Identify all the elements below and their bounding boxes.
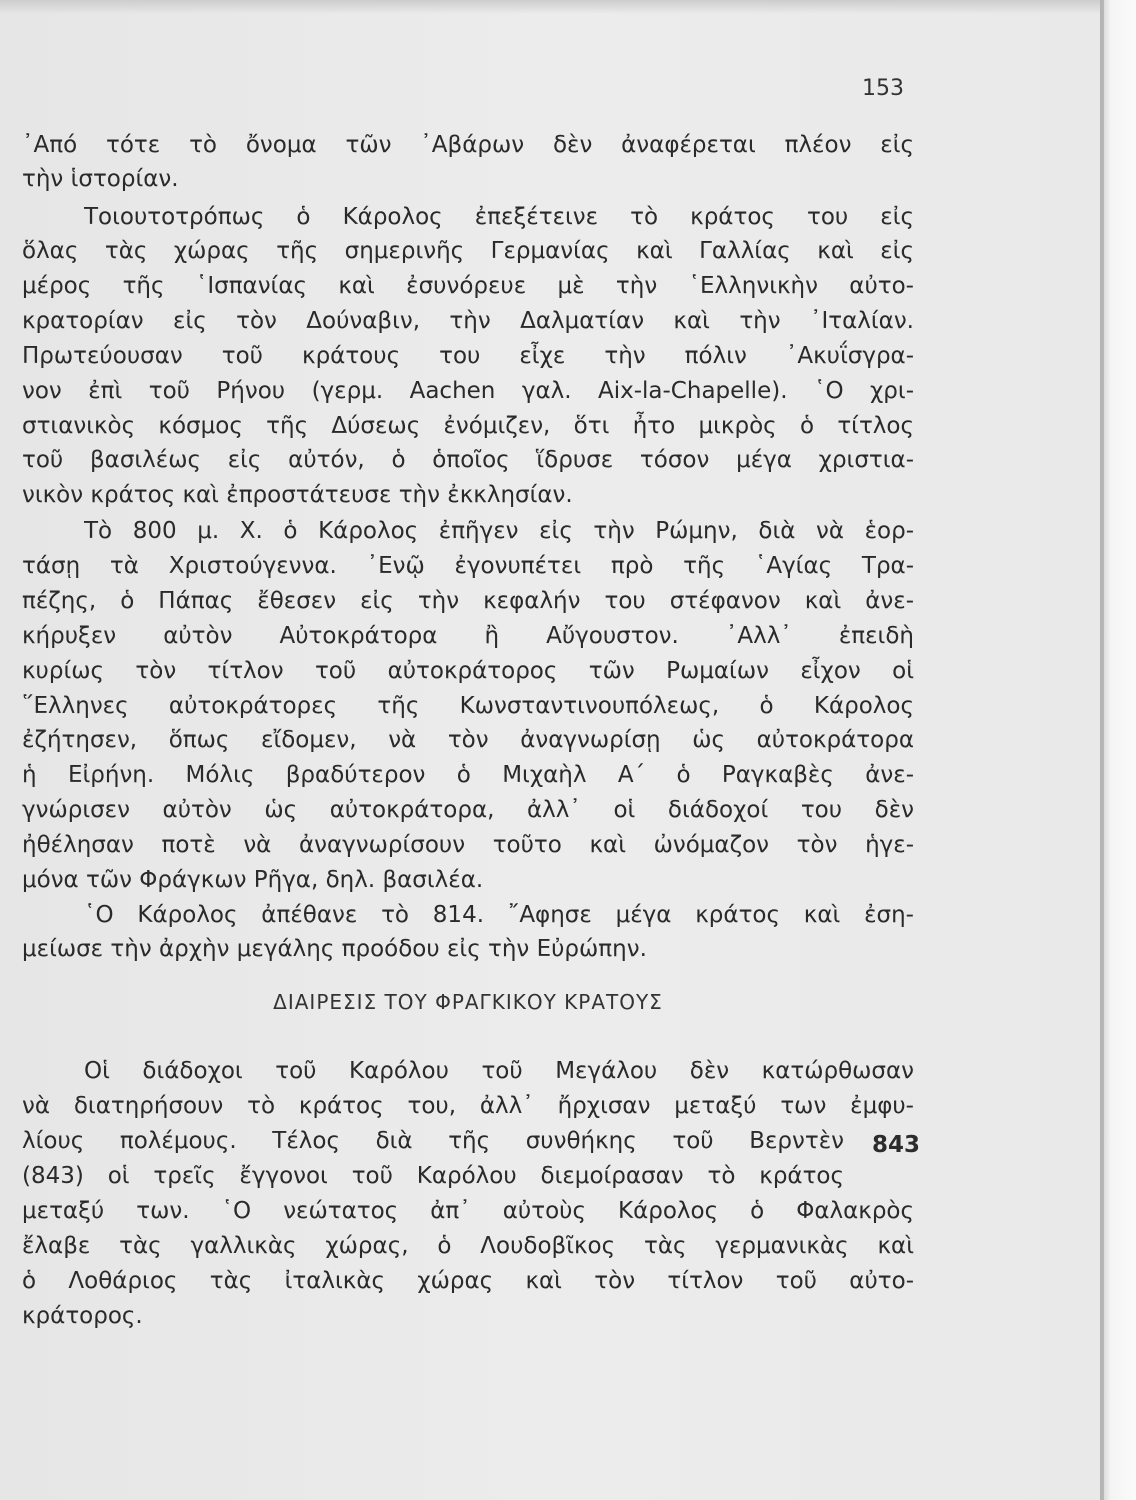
text-line: Οἱ διάδοχοι τοῦ Καρόλου τοῦ Μεγάλου δὲν κατώρθωσαν xyxy=(84,1058,914,1084)
text-line: μείωσε τὴν ἀρχὴν μεγάλης προόδου εἰς τὴν Εὐρώπην. xyxy=(22,936,647,962)
text-line: τάσῃ τὰ Χριστούγεννα. ᾿Ενῷ ἐγονυπέτει πρὸ τῆς ῾Αγίας Τρα- xyxy=(22,553,914,579)
text-line: μεταξύ των. ῾Ο νεώτατος ἀπ᾿ αὐτοὺς Κάρολος ὁ Φαλακρὸς xyxy=(22,1198,914,1224)
text-line: ῾Ο Κάρολος ἀπέθανε τὸ 814. ῎Αφησε μέγα κράτος καὶ ἐση- xyxy=(84,902,914,928)
text-line: γνώρισεν αὐτὸν ὡς αὐτοκράτορα, ἀλλ᾿ οἱ διάδοχοί του δὲν xyxy=(22,797,914,823)
page-number: 153 xyxy=(862,76,904,101)
text-line: τὴν ἱστορίαν. xyxy=(22,166,179,192)
text-line: κυρίως τὸν τίτλον τοῦ αὐτοκράτορος τῶν Ρωμαίων εἶχον οἱ xyxy=(22,658,914,684)
text-line: μέρος τῆς ῾Ισπανίας καὶ ἐσυνόρευε μὲ τὴν ῾Ελληνικὴν αὐτο- xyxy=(22,273,914,299)
page-edge xyxy=(1100,0,1136,1500)
text-line: ὁ Λοθάριος τὰς ἰταλικὰς χώρας καὶ τὸν τίτλον τοῦ αὐτο- xyxy=(22,1268,914,1294)
text-line: Τοιουτοτρόπως ὁ Κάρολος ἐπεξέτεινε τὸ κράτος του εἰς xyxy=(84,204,914,230)
text-line: ἡ Εἰρήνη. Μόλις βραδύτερον ὁ Μιχαὴλ Α΄ ὁ Ραγκαβὲς ἀνε- xyxy=(22,762,914,788)
text-line: στιανικὸς κόσμος τῆς Δύσεως ἐνόμιζεν, ὅτι ἦτο μικρὸς ὁ τίτλος xyxy=(22,413,914,439)
text-line: ῞Ελληνες αὐτοκράτορες τῆς Κωνσταντινουπόλεως, ὁ Κάρολος xyxy=(22,693,914,719)
margin-note: 843 xyxy=(872,1132,921,1158)
text-line: πέζης, ὁ Πάπας ἔθεσεν εἰς τὴν κεφαλήν του στέφανον καὶ ἀνε- xyxy=(22,588,914,614)
text-line: ἠθέλησαν ποτὲ νὰ ἀναγνωρίσουν τοῦτο καὶ ὠνόμαζον τὸν ἡγε- xyxy=(22,832,914,858)
text-line: κήρυξεν αὐτὸν Αὐτοκράτορα ἢ Αὔγουστον. ᾿Αλλ᾿ ἐπειδὴ xyxy=(22,623,914,649)
text-line: κρατορίαν εἰς τὸν Δούναβιν, τὴν Δαλματίαν καὶ τὴν ᾿Ιταλίαν. xyxy=(22,308,914,334)
text-line: νον ἐπὶ τοῦ Ρήνου (γερμ. Aachen γαλ. Aix-la-Chapelle). ῾Ο χρι- xyxy=(22,378,914,404)
text-line: ἐζήτησεν, ὅπως εἴδομεν, νὰ τὸν ἀναγνωρίσῃ ὡς αὐτοκράτορα xyxy=(22,727,914,753)
text-line: ᾿Από τότε τὸ ὄνομα τῶν ᾿Αβάρων δὲν ἀναφέρεται πλέον εἰς xyxy=(22,132,914,158)
text-line: Τὸ 800 μ. Χ. ὁ Κάρολος ἐπῆγεν εἰς τὴν Ρώμην, διὰ νὰ ἑορ- xyxy=(84,518,914,544)
section-heading: ΔΙΑΙΡΕΣΙΣ ΤΟΥ ΦΡΑΓΚΙΚΟΥ ΚΡΑΤΟΥΣ xyxy=(273,990,663,1014)
text-line: μόνα τῶν Φράγκων Ρῆγα, δηλ. βασιλέα. xyxy=(22,867,484,893)
text-line: κράτορος. xyxy=(22,1303,143,1329)
text-line: λίους πολέμους. Τέλος διὰ τῆς συνθήκης τοῦ Βερντὲν xyxy=(22,1128,844,1154)
text-line: ἔλαβε τὰς γαλλικὰς χώρας, ὁ Λουδοβῖκος τὰς γερμανικὰς καὶ xyxy=(22,1233,914,1259)
text-line: Πρωτεύουσαν τοῦ κράτους του εἶχε τὴν πόλιν ᾿Ακυΐσγρα- xyxy=(22,343,914,369)
text-line: νὰ διατηρήσουν τὸ κράτος του, ἀλλ᾿ ἤρχισαν μεταξύ των ἐμφυ- xyxy=(22,1093,914,1119)
text-line: ὅλας τὰς χώρας τῆς σημερινῆς Γερμανίας καὶ Γαλλίας καὶ εἰς xyxy=(22,238,914,264)
top-shadow xyxy=(0,0,1100,14)
text-line: νικὸν κράτος καὶ ἐπροστάτευσε τὴν ἐκκλησίαν. xyxy=(22,482,573,508)
text-line: (843) οἱ τρεῖς ἔγγονοι τοῦ Καρόλου διεμοίρασαν τὸ κράτος xyxy=(22,1163,844,1189)
text-line: τοῦ βασιλέως εἰς αὐτόν, ὁ ὁποῖος ἵδρυσε τόσον μέγα χριστια- xyxy=(22,447,914,473)
